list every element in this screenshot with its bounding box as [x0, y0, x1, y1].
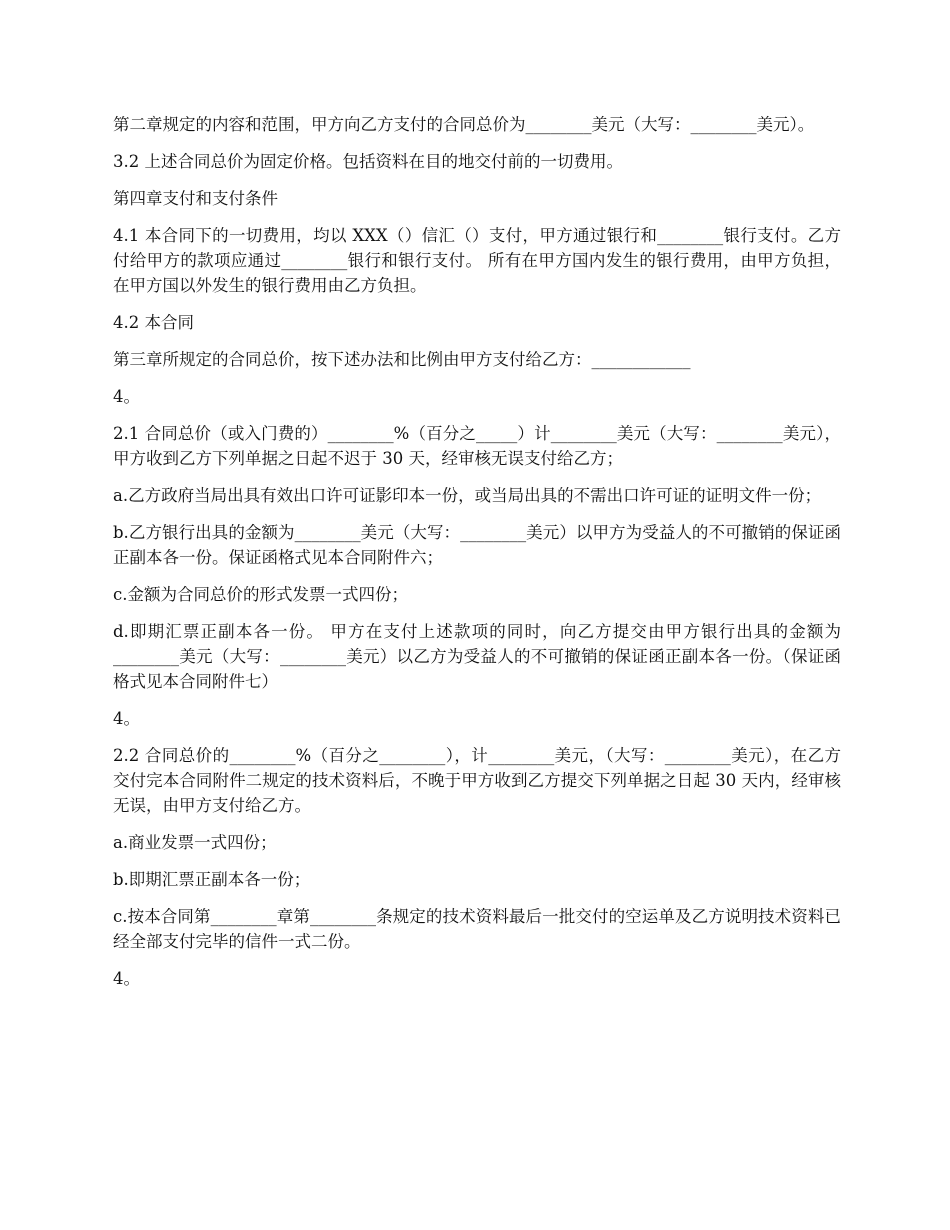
paragraph-4-1-fees: 4.1 本合同下的一切费用，均以 XXX（）信汇（）支付，甲方通过银行和________银行支付。乙方付给甲方的款项应通过________银行和银行支付。 所有在甲方国内发生的银行费用，由甲方负担，在甲方国以外发生的银行费用由乙方负担。 [113, 226, 841, 295]
list-item-a-export-license: a.乙方政府当局出具有效出口许可证影印本一份，或当局出具的不需出口许可证的证明文件一份； [113, 486, 822, 505]
paragraph-payment-method: 第三章所规定的合同总价，按下述办法和比例由甲方支付给乙方：____________ [113, 350, 691, 369]
paragraph-contract-total-price: 第二章规定的内容和范围，甲方向乙方支付的合同总价为________美元（大写：________美元）。 [113, 115, 815, 134]
list-item-b-sight-draft: b.即期汇票正副本各一份； [113, 870, 311, 889]
paragraph-section-marker: 4。 [113, 969, 140, 988]
list-item-a-commercial-invoice: a.商业发票一式四份； [113, 833, 277, 852]
list-item-d-sight-draft: d.即期汇票正副本各一份。 甲方在支付上述款项的同时，向乙方提交由甲方银行出具的金额为________美元（大写：________美元）以乙方为受益人的不可撤销的保证函正副本各一份。（保证函格式见本合同附件七） [113, 622, 841, 691]
list-item-c-proforma-invoice: c.金额为合同总价的形式发票一式四份； [113, 585, 408, 604]
list-item-b-bank-guarantee: b.乙方银行出具的金额为________美元（大写：________美元）以甲方为受益人的不可撤销的保证函正副本各一份。保证函格式见本合同附件六； [113, 523, 841, 567]
paragraph-3-2-fixed-price: 3.2 上述合同总价为固定价格。包括资料在目的地交付前的一切费用。 [113, 152, 623, 171]
paragraph-section-marker: 4。 [113, 709, 140, 728]
list-item-c-airway-bill: c.按本合同第________章第________条规定的技术资料最后一批交付的空运单及乙方说明技术资料已经全部支付完毕的信件一式二份。 [113, 907, 841, 951]
document-body [113, 112, 841, 1003]
chapter-4-heading: 第四章支付和支付条件 [113, 189, 278, 208]
paragraph-section-marker: 4。 [113, 387, 140, 406]
paragraph-2-2-second-payment: 2.2 合同总价的________%（百分之________），计________美元，（大写：________美元），在乙方交付完本合同附件二规定的技术资料后，不晚于甲方收到乙方提交下列单据之日起 30 天内，经审核无误，由甲方支付给乙方。 [113, 746, 841, 815]
paragraph-4-2-contract: 4.2 本合同 [113, 313, 194, 332]
paragraph-2-1-initial-payment: 2.1 合同总价（或入门费的）________%（百分之_____）计________美元（大写：________美元），甲方收到乙方下列单据之日起不迟于 30 天，经审核无误支付给乙方； [113, 424, 841, 468]
